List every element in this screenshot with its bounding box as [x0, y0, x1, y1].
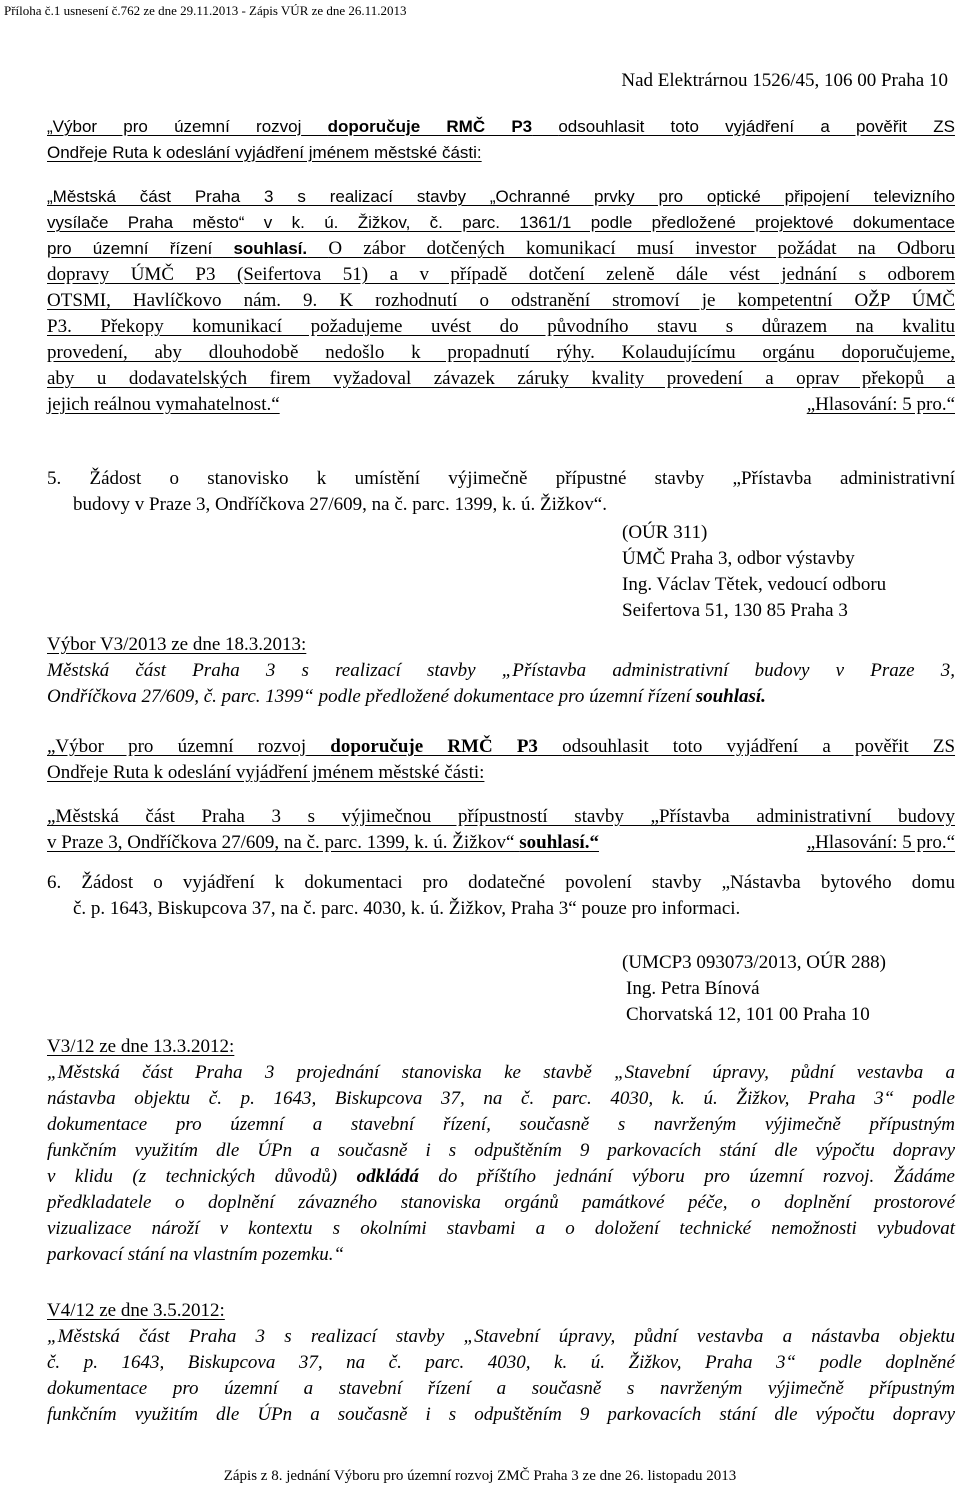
item-6-heading: 6. Žádost o vyjádření k dokumentaci pro dodatečné povolení stavby „Nástavba bytového domu č. p. 1643, Biskupcova 37, na č. parc. 4030, k. ú. Žižkov, Praha 3“ pouze pro informaci.: [47, 872, 955, 919]
item-5-address: (OÚR 311) ÚMČ Praha 3, odbor výstavby Ing. Václav Tětek, vedoucí odboru Seifertova 51, 130 85 Praha 3: [622, 522, 887, 621]
committee-recommendation-1: [47, 114, 955, 166]
vote-result: „Hlasování: 5 pro.“: [806, 394, 955, 415]
recommendation-line-1: „Výbor pro územní rozvoj doporučuje RMČ P3 odsouhlasit toto vyjádření a pověřit ZS: [47, 117, 955, 136]
statement-quote-2: „Městská část Praha 3 s výjimečnou přípustností stavby „Přístavba administrativní budovy v Praze 3, Ondříčkova 27/609, na č. parc. 1399, k. ú. Žižkov“ souhlasí.“ „Hlasování: 5 pro.“: [47, 804, 955, 856]
recommendation-line-2: Ondřeje Ruta k odeslání vyjádření jménem městské části:: [47, 143, 482, 162]
attachment-note: Příloha č.1 usnesení č.762 ze dne 29.11.2013 - Zápis VÚR ze dne 26.11.2013: [4, 3, 407, 18]
item-6-v4-statement: V4/12 ze dne 3.5.2012: „Městská část Praha 3 s realizací stavby „Stavební úpravy, půdní vestavba a nástavba objektu č. p. 1643, Biskupcova 37, na č. parc. 4030, k. ú. Žižkov, Praha 3“ podle doplněné dokumentace pro územní a stavební řízení a současně s navrženým výjimečně přípustným funkčním využitím dle ÚPn a současně i s odpuštěním 9 parkovacích stání dle výpočtu dopravy: [47, 1300, 955, 1425]
quote-end: jejich reálnou vymahatelnost.“: [47, 394, 280, 415]
item-5-prior-statement: Výbor V3/2013 ze dne 18.3.2013: Městská část Praha 3 s realizací stavby „Přístavba administrativní budovy v Praze 3, Ondříčkova 27/609, č. parc. 1399“ podle předložené dokumentace pro územní řízení souhlasí.: [47, 634, 955, 707]
committee-recommendation-2: „Výbor pro územní rozvoj doporučuje RMČ P3 odsouhlasit toto vyjádření a pověřit ZS Ondřeje Ruta k odeslání vyjádření jménem městské části:: [47, 736, 956, 783]
statement-quote-1: „Městská část Praha 3 s realizací stavby „Ochranné prvky pro optické připojení televizního vysílače Praha město“ v k. ú. Žižkov, č. parc. 1361/1 podle předložené projektové dokumentace pro územní řízení souhlasí. O zábor dotčených komunikací musí investor požádat na Odboru dopravy ÚMČ P3 (Seifertova 51) a v případě dotčení zeleně dále vést jednání s odborem OTSMI, Havlíčkovo nám. 9. K rozhodnutí o odstranění stromoví je kompetentní OŽP ÚMČ P3. Překopy komunikací požadujeme uvést do původního stavu s důrazem na kvalitu provedení, aby dlouhodobě nedošlo k propadnutí rýhy. Kolaudujícímu orgánu doporučujeme, aby u dodavatelských firem vyžadoval závazek záruky kvality provedení a oprav překopů a jejich reálnou vymahatelnost.“ „Hlasování: 5 pro.“: [47, 184, 955, 418]
vote-result: „Hlasování: 5 pro.“: [806, 832, 955, 853]
sender-address: Nad Elektrárnou 1526/45, 106 00 Praha 10: [621, 70, 948, 91]
page-footer: Zápis z 8. jednání Výboru pro územní rozvoj ZMČ Praha 3 ze dne 26. listopadu 2013: [223, 1468, 737, 1484]
item-6-v3-statement: V3/12 ze dne 13.3.2012: „Městská část Praha 3 projednání stanoviska ke stavbě „Stavební úpravy, půdní vestavba a nástavba objektu č. p. 1643, Biskupcova 37, na č. parc. 4030, k. ú. Žižkov, Praha 3“ podle dokumentace pro územní a stavební řízení, současně s navrženým výjimečně přípustným funkčním využitím dle ÚPn a současně i s odpuštěním 9 parkovacích stání dle výpočtu dopravy v klidu (z technických důvodů) odkládá do příštího jednání výboru pro územní rozvoj. Žádáme předkladatele o doplnění závazného stanoviska orgánů památkové péče, o doplnění prostorové vizualizace nároží v kontextu s okolními stavbami a o doložení technické nemožnosti vybudovat parkovací stání na vlastním pozemku.“: [47, 1036, 955, 1265]
item-5-heading: 5. Žádost o stanovisko k umístění výjimečně přípustné stavby „Přístavba administrativní budovy v Praze 3, Ondříčkova 27/609, na č. parc. 1399, k. ú. Žižkov“.: [47, 468, 955, 515]
item-6-address: (UMCP3 093073/2013, OÚR 288) Ing. Petra Bínová Chorvatská 12, 101 00 Praha 10: [622, 952, 886, 1025]
